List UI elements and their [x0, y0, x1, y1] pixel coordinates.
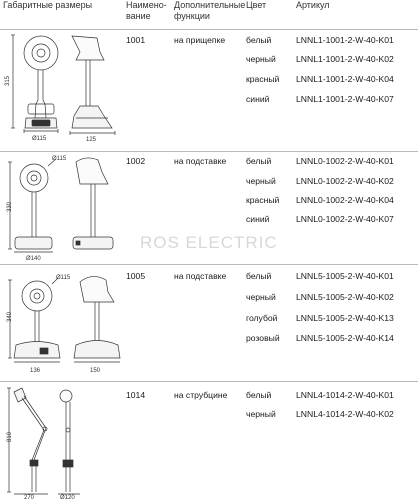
model-function: на подставке — [174, 156, 227, 166]
variant-color: черный — [246, 176, 276, 186]
variant-color: голубой — [246, 313, 278, 323]
variant-color: черный — [246, 292, 276, 302]
header-functions-line1: Дополнительные — [174, 0, 246, 10]
variant-article: LNNL0-1002-2-W-40-K01 — [296, 156, 394, 166]
header-dimensions: Габаритные размеры — [3, 0, 93, 10]
dim-height: 330 — [7, 201, 13, 212]
dim-diameter-base: Ø140 — [26, 256, 41, 262]
variant-color: красный — [246, 195, 280, 205]
variant-article: LNNL1-1001-2-W-40-K01 — [296, 35, 394, 45]
dim-diameter-top: Ø115 — [56, 275, 71, 281]
model-name: 1014 — [126, 390, 146, 400]
dim-depth: 150 — [90, 368, 101, 374]
lamp-1005-side-drawing — [74, 276, 120, 362]
dim-depth: 125 — [86, 137, 97, 143]
variant-article: LNNL5-1005-2-W-40-K14 — [296, 333, 394, 343]
lamp-1005-front-drawing — [8, 278, 60, 362]
header-functions-line2: функции — [174, 11, 210, 21]
dim-diameter-top: Ø115 — [52, 156, 67, 162]
variant-article: LNNL0-1002-2-W-40-K02 — [296, 176, 394, 186]
variant-article: LNNL5-1005-2-W-40-K02 — [296, 292, 394, 302]
dim-diameter: Ø115 — [32, 136, 47, 142]
model-function: на струбцине — [174, 390, 228, 400]
dim-height: 810 — [7, 431, 13, 442]
variant-article: LNNL4-1014-2-W-40-K02 — [296, 409, 394, 419]
variant-article: LNNL1-1001-2-W-40-K02 — [296, 54, 394, 64]
variant-article: LNNL5-1005-2-W-40-K01 — [296, 271, 394, 281]
variant-color: белый — [246, 156, 272, 166]
header-name-line1: Наимено- — [126, 0, 167, 10]
model-name: 1002 — [126, 156, 146, 166]
variant-color: черный — [246, 54, 276, 64]
variant-color: красный — [246, 74, 280, 84]
lamp-1001-side-drawing — [70, 36, 115, 135]
header-color: Цвет — [246, 0, 267, 10]
variant-color: белый — [246, 390, 272, 400]
variant-color: синий — [246, 214, 270, 224]
variant-article: LNNL5-1005-2-W-40-K13 — [296, 313, 394, 323]
watermark: ROS ELECTRIC — [140, 233, 278, 252]
header-article: Артикул — [296, 0, 330, 10]
model-name: 1001 — [126, 35, 146, 45]
dim-height: 315 — [5, 75, 11, 86]
variant-article: LNNL0-1002-2-W-40-K07 — [296, 214, 394, 224]
variant-color: белый — [246, 271, 272, 281]
variant-color: черный — [246, 409, 276, 419]
lamp-1002-side-drawing — [73, 158, 113, 249]
lamp-1014-side-drawing — [58, 390, 80, 494]
dim-diameter: Ø120 — [60, 495, 75, 500]
model-function: на прищепке — [174, 35, 226, 45]
lamp-1002-front-drawing — [8, 159, 56, 252]
variant-article: LNNL1-1001-2-W-40-K07 — [296, 94, 394, 104]
variant-color: белый — [246, 35, 272, 45]
dim-height: 340 — [7, 311, 13, 322]
variant-article: LNNL4-1014-2-W-40-K01 — [296, 390, 394, 400]
header-name-line2: вание — [126, 11, 151, 21]
variant-article: LNNL1-1001-2-W-40-K04 — [296, 74, 394, 84]
model-name: 1005 — [126, 271, 146, 281]
variant-article: LNNL0-1002-2-W-40-K04 — [296, 195, 394, 205]
lamp-1001-front-drawing — [11, 35, 58, 133]
model-function: на подставке — [174, 271, 227, 281]
dim-width: 136 — [30, 368, 41, 374]
variant-color: синий — [246, 94, 270, 104]
variant-color: розовый — [246, 333, 280, 343]
lamp-1014-front-drawing — [7, 388, 48, 494]
dim-width: 270 — [24, 495, 35, 500]
